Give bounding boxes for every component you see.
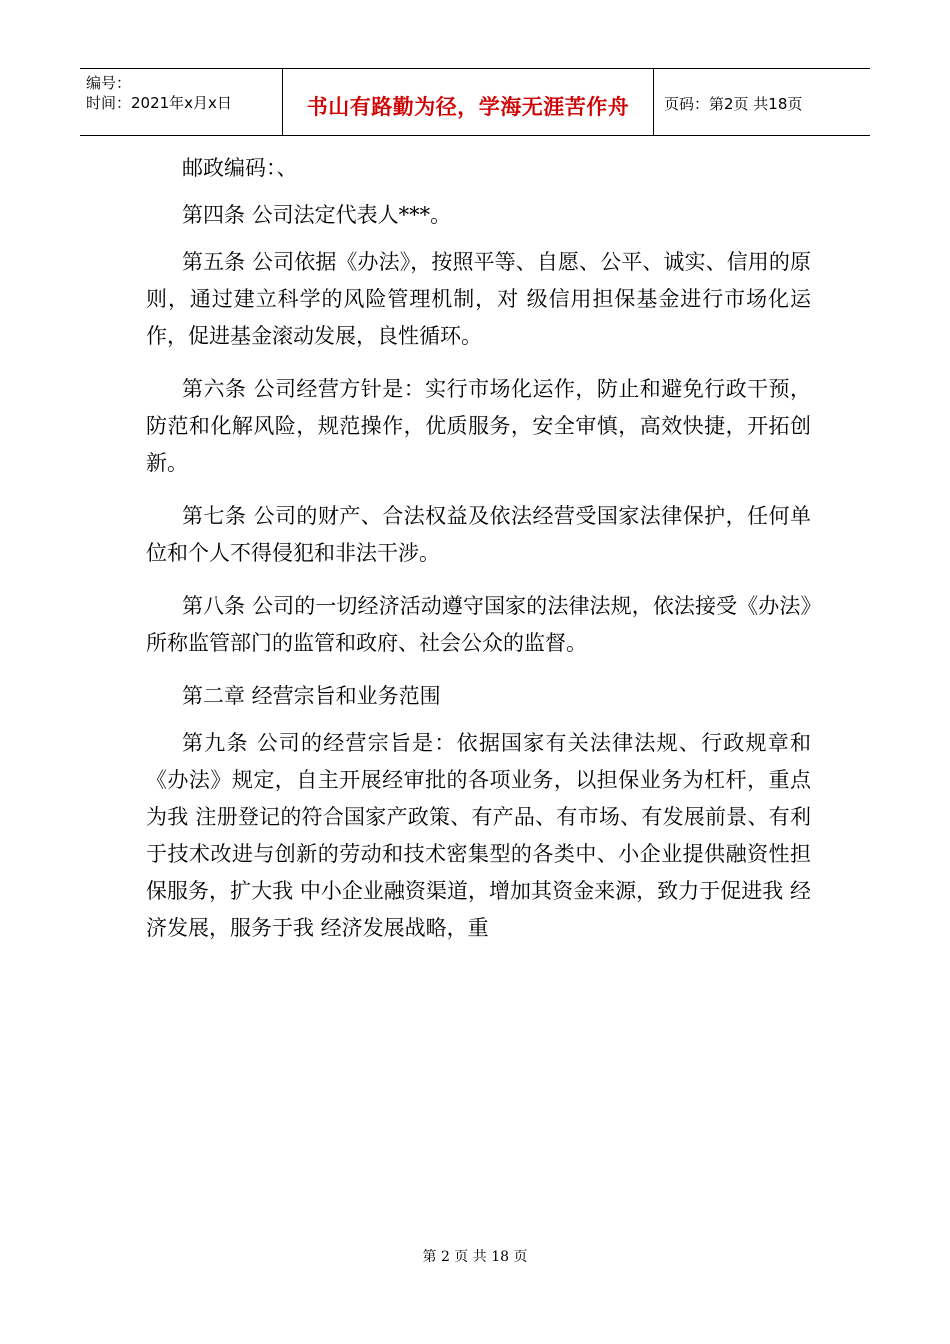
paragraph-postal-code: 邮政编码：、 bbox=[182, 156, 298, 180]
document-body bbox=[146, 150, 811, 963]
paragraph-article-7: 第七条 公司的财产、合法权益及依法经营受国家法律保护，任何单位和个人不得侵犯和非法干涉。 bbox=[146, 504, 811, 565]
paragraph-article-4: 第四条 公司法定代表人***。 bbox=[182, 203, 452, 227]
paragraph-article-6: 第六条 公司经营方针是：实行市场化运作，防止和避免行政干预，防范和化解风险，规范操作，优质服务，安全审慎，高效快捷，开拓创新。 bbox=[146, 377, 811, 475]
paragraph-article-5: 第五条 公司依据《办法》，按照平等、自愿、公平、诚实、信用的原则，通过建立科学的风险管理机制，对 级信用担保基金进行市场化运作，促进基金滚动发展，良性循环。 bbox=[146, 250, 811, 348]
paragraph-article-9: 第九条 公司的经营宗旨是：依据国家有关法律法规、行政规章和《办法》规定，自主开展经审批的各项业务，以担保业务为杠杆，重点为我 注册登记的符合国家产政策、有产品、有市场、有发展前景、有利于技术改进与创新的劳动和技术密集型的各类中、小企业提供融资性担保服务，扩大我 中小企业融资渠道，增加其资金来源，致力于促进我 经济发展，服务于我 经济发展战略，重 bbox=[146, 731, 811, 940]
document-time-label: 时间：2021年x月x日 bbox=[86, 94, 232, 112]
header-motto-cell bbox=[282, 69, 654, 135]
header-page-label: 页码：第2页 共18页 bbox=[664, 94, 803, 113]
chapter-heading: 第二章 经营宗旨和业务范围 bbox=[182, 684, 441, 708]
document-number-label: 编号： bbox=[86, 74, 132, 92]
header-page-cell bbox=[654, 69, 870, 135]
header-motto: 书山有路勤为径，学海无涯苦作舟 bbox=[306, 95, 630, 119]
header-meta-cell bbox=[80, 69, 282, 135]
paragraph-article-8: 第八条 公司的一切经济活动遵守国家的法律法规，依法接受《办法》所称监管部门的监管和政府、社会公众的监督。 bbox=[146, 594, 811, 655]
document-header bbox=[80, 68, 870, 136]
page-footer: 第 2 页 共 18 页 bbox=[422, 1249, 528, 1265]
